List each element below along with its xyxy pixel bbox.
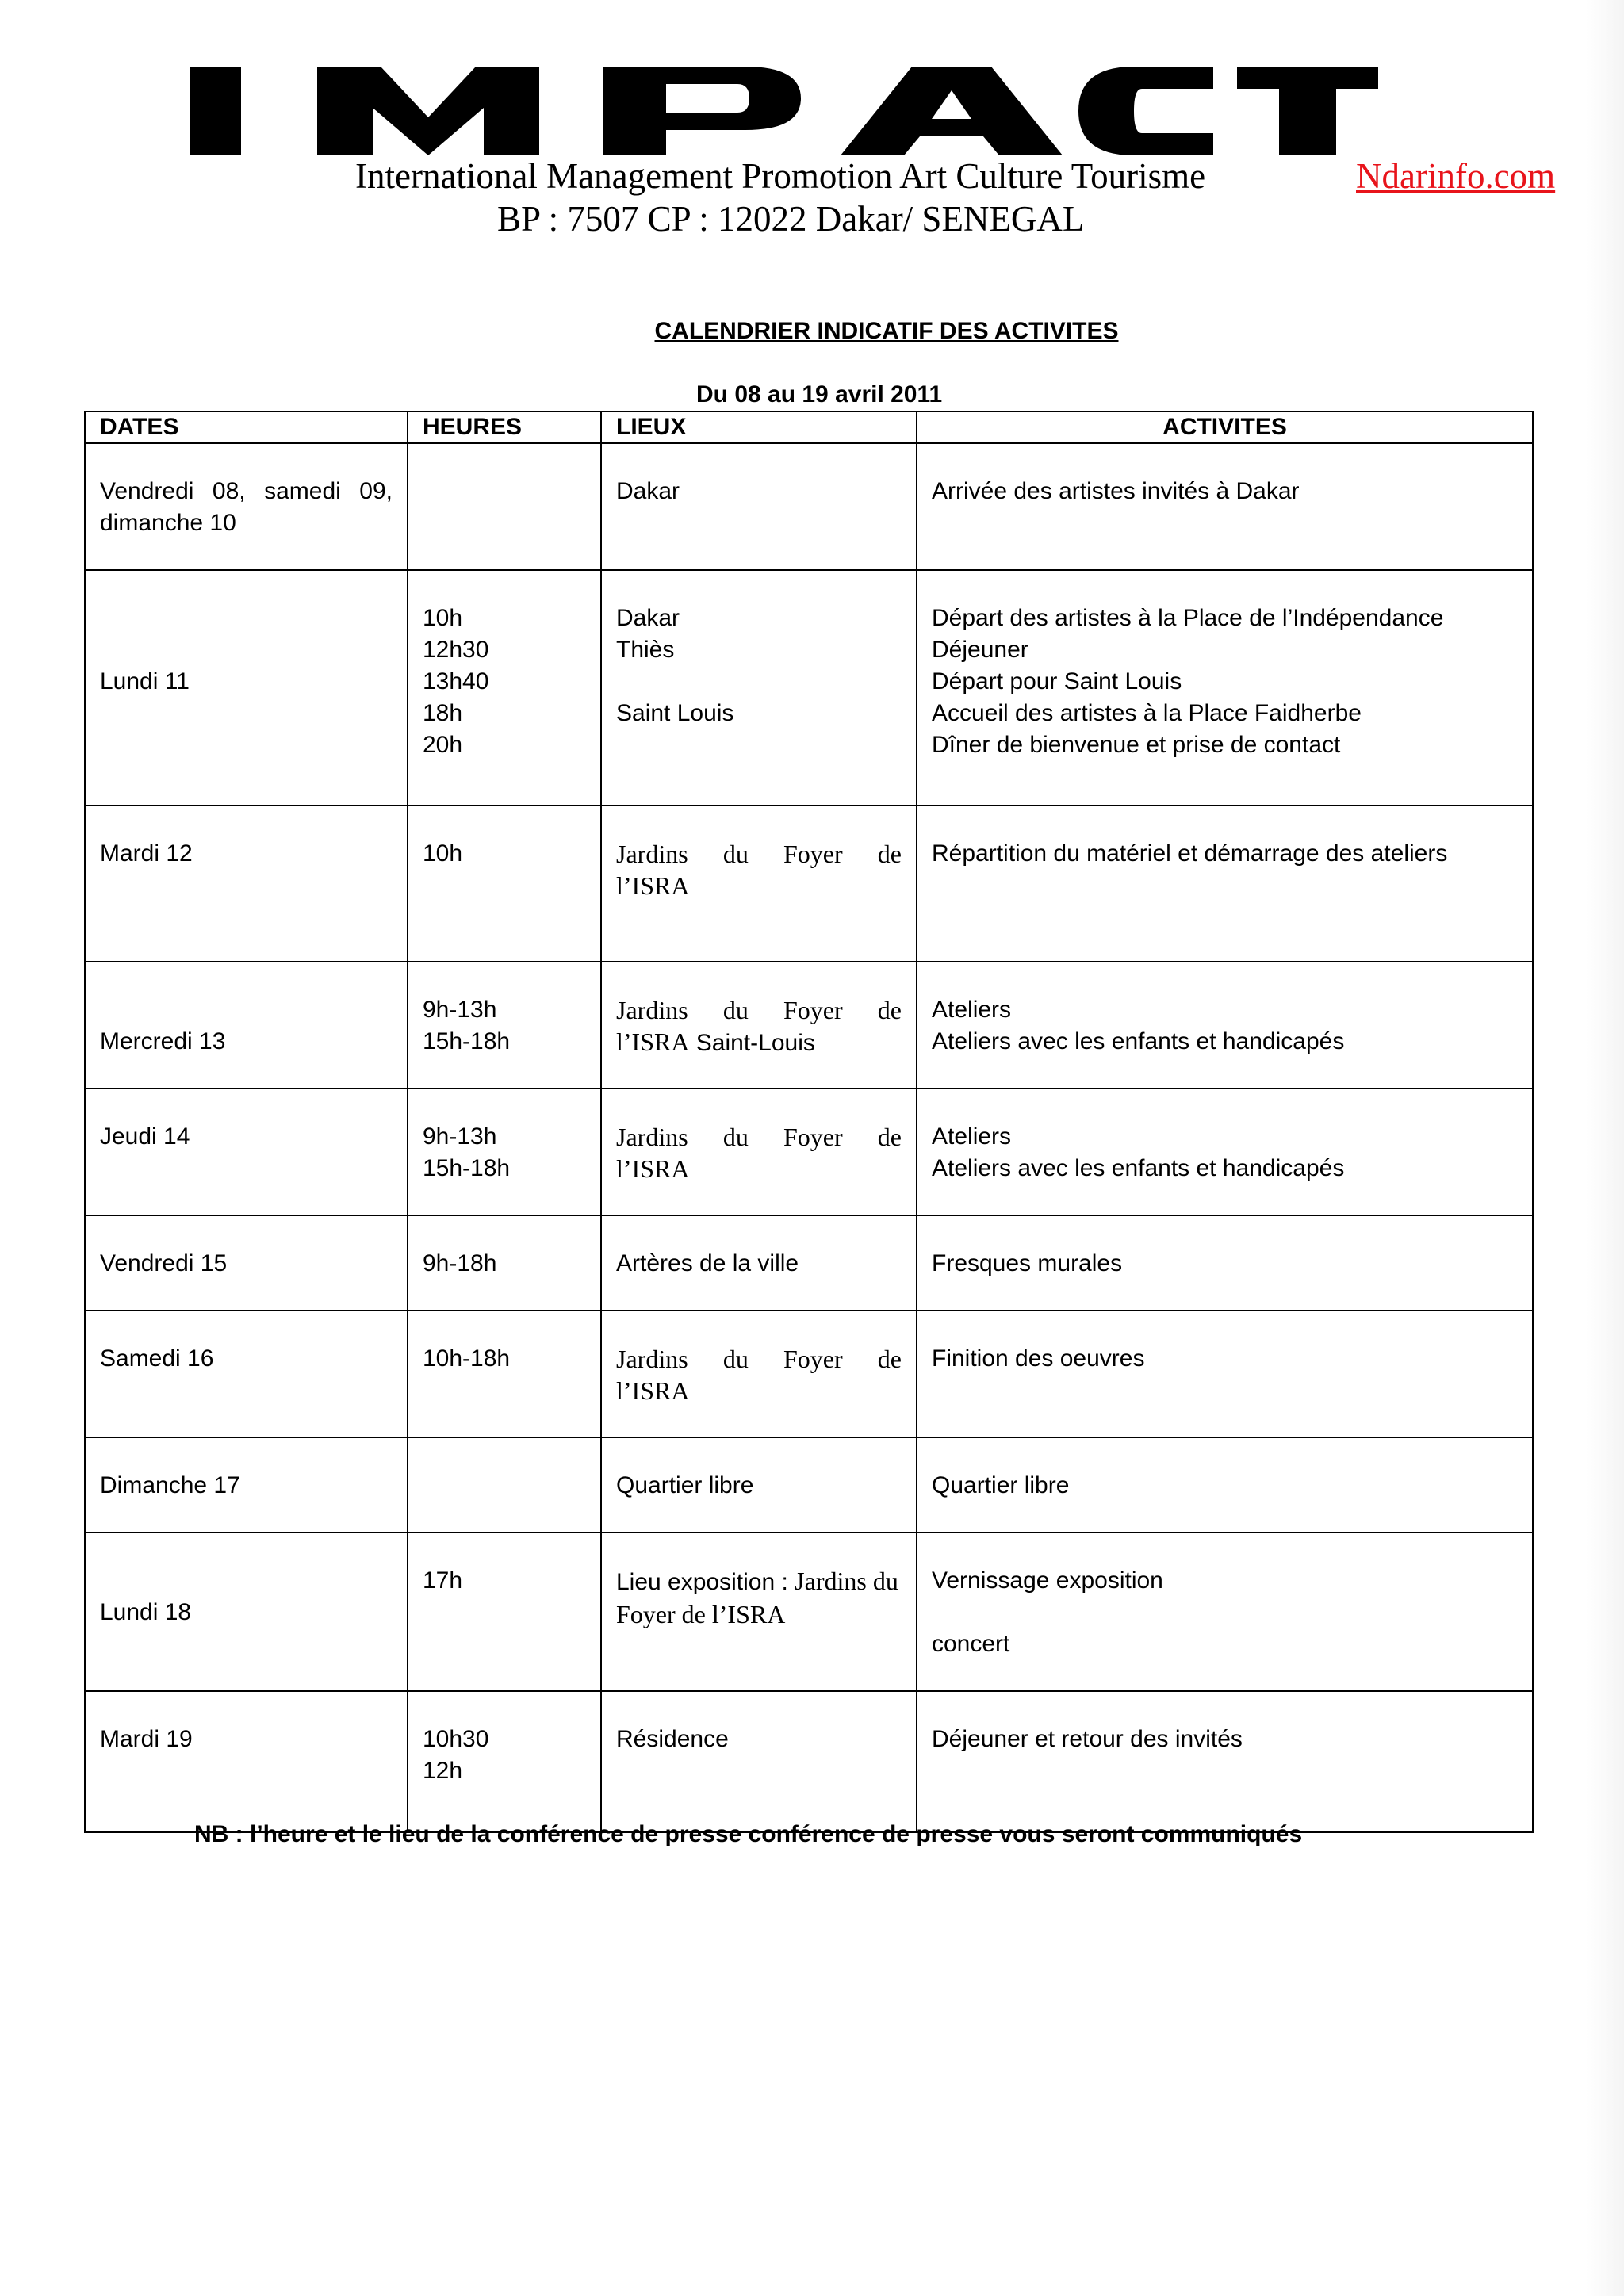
website-link[interactable]: Ndarinfo.com bbox=[1356, 156, 1556, 196]
column-header-activites: ACTIVITES bbox=[917, 411, 1533, 443]
cell-date bbox=[85, 962, 408, 1089]
lieu-text: Saint-Louis bbox=[695, 1030, 815, 1056]
heure-text: 9h-13h bbox=[423, 1123, 497, 1150]
lieu-text: Foyer de l’ISRA bbox=[616, 1600, 786, 1628]
heure-text: 10h bbox=[423, 840, 463, 867]
organisation-address: BP : 7507 CP : 12022 Dakar/ SENEGAL bbox=[497, 199, 1085, 239]
document-period: Du 08 au 19 avril 2011 bbox=[696, 381, 943, 408]
activite-spacer bbox=[932, 1597, 1518, 1628]
date-text: Lundi 18 bbox=[100, 1599, 192, 1625]
date-text: Samedi 16 bbox=[100, 1345, 214, 1372]
date-text: Vendredi 15 bbox=[100, 1250, 228, 1276]
lieu-text: Jardins du Foyer de bbox=[616, 1123, 902, 1151]
lieu-text: Lieu exposition : bbox=[616, 1569, 788, 1595]
cell-activites bbox=[917, 1215, 1533, 1311]
lieu-text: Dakar bbox=[616, 605, 680, 631]
lieu-text: Artères de la ville bbox=[616, 1250, 799, 1276]
cell-activites bbox=[917, 570, 1533, 806]
date-text: Dimanche 17 bbox=[100, 1472, 240, 1498]
cell-lieux bbox=[601, 962, 917, 1089]
activite-text: Arrivée des artistes invités à Dakar bbox=[932, 478, 1300, 504]
cell-lieux bbox=[601, 1691, 917, 1832]
schedule-table bbox=[84, 411, 1534, 1833]
impact-logo bbox=[190, 67, 1378, 155]
cell-lieux bbox=[601, 1437, 917, 1533]
activite-text: Répartition du matériel et démarrage des ateliers bbox=[932, 840, 1448, 867]
column-header-heures: HEURES bbox=[408, 411, 601, 443]
cell-activites bbox=[917, 806, 1533, 962]
document-title: CALENDRIER INDICATIF DES ACTIVITES bbox=[654, 318, 1119, 344]
lieu-text bbox=[616, 666, 902, 698]
cell-date bbox=[85, 1533, 408, 1691]
heure-text: 18h bbox=[423, 700, 463, 726]
cell-lieux bbox=[601, 1311, 917, 1437]
lieu-text: l’ISRA bbox=[616, 871, 690, 900]
lieu-text: l’ISRA bbox=[616, 1154, 690, 1183]
activite-text: Déjeuner et retour des invités bbox=[932, 1726, 1243, 1752]
table-row bbox=[85, 1311, 1533, 1437]
activite-text: Ateliers bbox=[932, 1123, 1012, 1150]
cell-lieux bbox=[601, 806, 917, 962]
lieu-text: Jardins du bbox=[795, 1567, 898, 1595]
lieu-text: l’ISRA bbox=[616, 1376, 690, 1405]
cell-heures bbox=[408, 962, 601, 1089]
heure-text: 13h40 bbox=[423, 668, 489, 695]
cell-activites bbox=[917, 443, 1533, 570]
heure-text: 15h-18h bbox=[423, 1155, 511, 1181]
activite-text: Ateliers avec les enfants et handicapés bbox=[932, 1155, 1345, 1181]
column-header-dates: DATES bbox=[85, 411, 408, 443]
lieu-text: Jardins du Foyer de bbox=[616, 840, 902, 868]
cell-heures bbox=[408, 1533, 601, 1691]
heure-text: 20h bbox=[423, 732, 463, 758]
cell-date bbox=[85, 570, 408, 806]
heure-text: 12h30 bbox=[423, 637, 489, 663]
activite-text: Quartier libre bbox=[932, 1472, 1070, 1498]
lieu-text: Résidence bbox=[616, 1726, 729, 1752]
cell-date bbox=[85, 1311, 408, 1437]
date-text: Vendredi 08, samedi 09, dimanche 10 bbox=[100, 478, 393, 536]
table-row bbox=[85, 806, 1533, 962]
lieu-text: Saint Louis bbox=[616, 700, 734, 726]
footnote: NB : l’heure et le lieu de la conférence de presse conférence de presse vous seront communiqués bbox=[194, 1821, 1303, 1847]
table-row bbox=[85, 1215, 1533, 1311]
cell-lieux bbox=[601, 443, 917, 570]
table-row bbox=[85, 962, 1533, 1089]
cell-activites bbox=[917, 1533, 1533, 1691]
cell-lieux bbox=[601, 570, 917, 806]
activite-text: Vernissage exposition bbox=[932, 1567, 1163, 1594]
lieu-text: Thiès bbox=[616, 637, 675, 663]
date-text: Lundi 11 bbox=[100, 668, 190, 695]
table-row bbox=[85, 570, 1533, 806]
page-edge-shadow bbox=[1586, 0, 1624, 2296]
lieu-text bbox=[616, 1026, 902, 1059]
activite-text: Finition des oeuvres bbox=[932, 1345, 1145, 1372]
cell-heures bbox=[408, 1437, 601, 1533]
column-header-lieux: LIEUX bbox=[601, 411, 917, 443]
lieu-text: Dakar bbox=[616, 478, 680, 504]
cell-activites bbox=[917, 962, 1533, 1089]
heure-text: 17h bbox=[423, 1567, 463, 1594]
heure-text: 10h30 bbox=[423, 1726, 489, 1752]
cell-date bbox=[85, 443, 408, 570]
heure-text: 15h-18h bbox=[423, 1028, 511, 1054]
heure-text: 12h bbox=[423, 1758, 463, 1784]
cell-lieux bbox=[601, 1089, 917, 1215]
cell-heures bbox=[408, 806, 601, 962]
table-header-row bbox=[85, 411, 1533, 443]
cell-lieux bbox=[601, 1533, 917, 1691]
activite-text: Départ des artistes à la Place de l’Indépendance bbox=[932, 605, 1444, 631]
lieu-text bbox=[616, 1565, 902, 1598]
activite-text: Ateliers bbox=[932, 997, 1012, 1023]
table-row bbox=[85, 1691, 1533, 1832]
cell-lieux bbox=[601, 1215, 917, 1311]
activite-text: Fresques murales bbox=[932, 1250, 1123, 1276]
cell-heures bbox=[408, 1311, 601, 1437]
cell-activites bbox=[917, 1089, 1533, 1215]
activite-text: Dîner de bienvenue et prise de contact bbox=[932, 732, 1341, 758]
cell-heures bbox=[408, 443, 601, 570]
activite-text: Départ pour Saint Louis bbox=[932, 668, 1182, 695]
table-row bbox=[85, 443, 1533, 570]
cell-heures bbox=[408, 1089, 601, 1215]
cell-date bbox=[85, 1215, 408, 1311]
activite-text: concert bbox=[932, 1631, 1010, 1657]
table-row bbox=[85, 1437, 1533, 1533]
cell-date bbox=[85, 1089, 408, 1215]
date-text: Mardi 19 bbox=[100, 1726, 193, 1752]
cell-activites bbox=[917, 1437, 1533, 1533]
lieu-text: Quartier libre bbox=[616, 1472, 754, 1498]
lieu-text: Jardins du Foyer de bbox=[616, 996, 902, 1024]
activite-text: Accueil des artistes à la Place Faidherbe bbox=[932, 700, 1362, 726]
date-text: Mardi 12 bbox=[100, 840, 193, 867]
activite-text: Ateliers avec les enfants et handicapés bbox=[932, 1028, 1345, 1054]
organisation-name: International Management Promotion Art Culture Tourisme bbox=[355, 156, 1206, 196]
heure-text: 9h-13h bbox=[423, 997, 497, 1023]
cell-activites bbox=[917, 1691, 1533, 1832]
heure-text: 10h-18h bbox=[423, 1345, 511, 1372]
cell-heures bbox=[408, 570, 601, 806]
cell-date bbox=[85, 1437, 408, 1533]
cell-heures bbox=[408, 1691, 601, 1832]
table-row bbox=[85, 1533, 1533, 1691]
lieu-text: Jardins du Foyer de bbox=[616, 1345, 902, 1373]
heure-text: 9h-18h bbox=[423, 1250, 497, 1276]
lieu-text: l’ISRA bbox=[616, 1027, 690, 1056]
date-text: Jeudi 14 bbox=[100, 1123, 190, 1150]
cell-date bbox=[85, 1691, 408, 1832]
cell-date bbox=[85, 806, 408, 962]
cell-activites bbox=[917, 1311, 1533, 1437]
date-text: Mercredi 13 bbox=[100, 1028, 226, 1054]
activite-text: Déjeuner bbox=[932, 637, 1028, 663]
heure-text: 10h bbox=[423, 605, 463, 631]
table-row bbox=[85, 1089, 1533, 1215]
cell-heures bbox=[408, 1215, 601, 1311]
